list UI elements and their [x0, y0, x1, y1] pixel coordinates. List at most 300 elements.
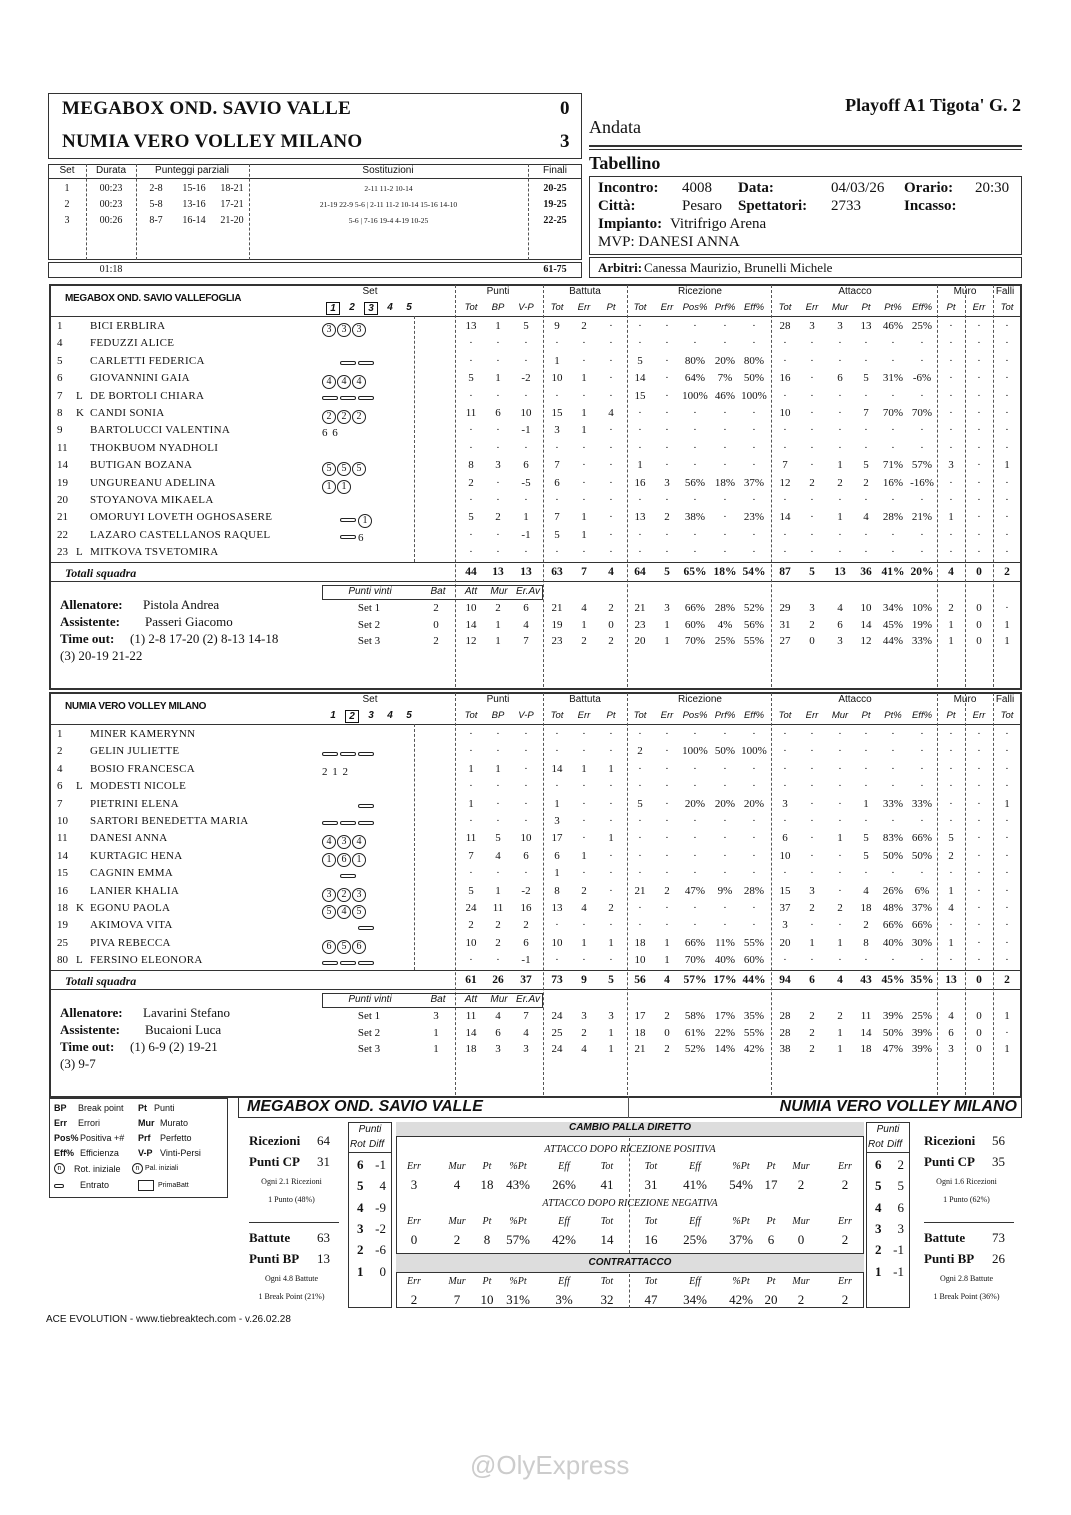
stat-cell: 26% [882, 884, 904, 897]
set-row-cell: 19 [551, 618, 563, 631]
stat-cell: 40% [714, 954, 736, 967]
player-name: GELIN JULIETTE [90, 745, 180, 758]
stat-cell: · [891, 954, 895, 967]
stat-cell: · [609, 745, 613, 758]
stat-value: 2 [797, 1292, 805, 1307]
set-row-cell: 0 [976, 602, 982, 614]
total-cell: 20% [910, 566, 934, 578]
player-name: LAZARO CASTELLANOS RAQUEL [90, 528, 271, 541]
stat-header: Err [838, 1161, 852, 1172]
rotation-circle-icon: 1 [322, 480, 336, 494]
stat-cell: · [638, 780, 642, 793]
rot-num: 2 [357, 1242, 364, 1258]
stat-cell: · [783, 424, 787, 437]
player-role: L [76, 954, 83, 967]
rotation-circle-icon: 4 [337, 905, 351, 919]
total-cell: 7 [581, 566, 587, 578]
stat-value: 41 [600, 1177, 614, 1192]
stat-cell: · [693, 815, 697, 827]
mur-header: Mur [490, 586, 508, 597]
stat-cell: · [752, 441, 756, 454]
stat-value: 43% [506, 1177, 530, 1192]
stat-cell: · [723, 546, 727, 559]
set-row-cell: 17% [714, 1010, 736, 1022]
stat-cell: 20% [684, 797, 706, 810]
team-name: NUMIA VERO VOLLEY MILANO [65, 701, 207, 712]
stat-cell: 15 [551, 407, 563, 419]
set-partial: 17-21 [220, 199, 244, 210]
stat-cell: 1 [581, 511, 587, 524]
stat-cell: · [496, 797, 500, 810]
stat-header: Pt [766, 1216, 776, 1227]
stat-cell: · [783, 728, 787, 740]
entered-icon [340, 396, 356, 400]
col-header: Mur [831, 710, 849, 721]
stat-cell: 11 [465, 407, 477, 419]
stat-cell: 1 [637, 459, 643, 472]
stat-header: Tot [644, 1161, 658, 1172]
set-row-cell: 1 [837, 1026, 843, 1039]
set-row-cell: 29 [779, 602, 791, 614]
mur-header: Mur [490, 994, 508, 1005]
stat-cell: · [582, 441, 586, 454]
timeout-values: (1) 2-8 17-20 (2) 8-13 14-18 [130, 631, 279, 646]
col-header: Tot [464, 302, 478, 313]
stat-cell: · [609, 954, 613, 967]
stat-value: 16 [644, 1232, 658, 1247]
stat-cell: 16 [779, 372, 791, 385]
stat-header: Pt [766, 1161, 776, 1172]
stat-cell: 2 [495, 511, 501, 524]
stat-cell: 11 [492, 902, 504, 914]
stat-cell: 7 [554, 459, 560, 472]
stat-cell: · [469, 424, 473, 437]
stat-cell: 3 [554, 424, 560, 437]
stat-cell: 1 [664, 936, 670, 949]
stat-cell: · [469, 528, 473, 541]
stat-cell: · [582, 476, 586, 489]
player-sets [322, 510, 373, 525]
col-header: Err [577, 302, 591, 313]
stat-cell: 5 [948, 832, 954, 845]
stat-cell: · [1005, 728, 1009, 740]
stat-cell: · [752, 459, 756, 472]
stat-cell: · [638, 849, 642, 862]
set-num: 3 [64, 215, 70, 226]
stat-cell: 10 [465, 936, 477, 949]
stat-cell: 18 [860, 902, 872, 914]
player-name: MITKOVA TSVETOMIRA [90, 546, 219, 559]
entered-icon [358, 926, 374, 930]
stat-cell: 48% [882, 902, 904, 914]
stat-cell: · [723, 441, 727, 454]
stat-cell: · [949, 815, 953, 827]
stat-cell: 21% [911, 511, 933, 524]
stat-cell: · [1005, 762, 1009, 775]
stat-cell: · [723, 919, 727, 932]
legend-key: V-P [138, 1148, 153, 1158]
ogni-ricezioni: Ogni 2.1 Ricezioni [261, 1177, 322, 1186]
total-cell: 44 [465, 566, 477, 578]
stat-cell: · [1005, 494, 1009, 506]
set-row-cell: 2 [664, 1010, 670, 1022]
set-row-cell: 52% [684, 1043, 706, 1055]
player-number: 5 [57, 354, 63, 367]
set-row-cell: 2 [809, 1026, 815, 1039]
stat-cell: · [638, 320, 642, 332]
rotation-circle-icon: 1 [358, 514, 372, 528]
stat-cell: · [891, 867, 895, 880]
rotation-circle-icon: 3 [322, 323, 336, 337]
stat-cell: 3 [554, 815, 560, 827]
rot-num: 5 [357, 1178, 364, 1194]
set-row-cell: 23 [634, 618, 646, 631]
stat-cell: -1 [521, 424, 531, 437]
col-header: Err [577, 710, 591, 721]
stat-cell: 50% [743, 372, 765, 385]
stat-cell: · [723, 832, 727, 845]
stat-cell: 1 [581, 849, 587, 862]
player-number: 21 [57, 511, 68, 524]
stat-cell: 55% [743, 936, 765, 949]
stat-cell: 1 [608, 762, 614, 775]
stat-cell: 2 [809, 476, 815, 489]
col-header: Pt% [884, 710, 902, 721]
stat-cell: 6 [554, 476, 560, 489]
total-cell: 4 [664, 974, 670, 986]
player-number: 7 [57, 389, 63, 402]
set-row-cell: 10 [860, 602, 872, 614]
stat-value: 57% [506, 1232, 530, 1247]
total-cell: 56 [634, 974, 646, 986]
stat-cell: · [555, 337, 559, 350]
stat-cell: · [783, 354, 787, 367]
stat-cell: · [783, 780, 787, 793]
ogni-battute: Ogni 4.8 Battute [264, 1274, 319, 1283]
stat-cell: 24 [465, 902, 477, 914]
stat-cell: 15 [634, 389, 646, 402]
stat-cell: 16 [520, 902, 532, 914]
totals-label: Totali squadra [65, 566, 137, 580]
stat-cell: · [638, 832, 642, 845]
set-row-cell: 7 [523, 1010, 529, 1022]
ricezioni-value: 64 [317, 1133, 330, 1148]
stat-cell: 25% [911, 320, 933, 332]
stat-cell: · [496, 424, 500, 437]
legend-key: Mur [138, 1118, 155, 1128]
stat-cell: · [920, 762, 924, 775]
stat-cell: · [783, 389, 787, 402]
stat-cell: 7 [863, 407, 869, 419]
stat-cell: · [810, 372, 814, 385]
set-number-3: 3 [364, 302, 378, 315]
stat-cell: 66% [882, 919, 904, 932]
stat-cell: · [810, 459, 814, 472]
stat-cell: 1 [581, 372, 587, 385]
incasso-label: Incasso: [904, 198, 957, 214]
stat-cell: · [469, 441, 473, 454]
totals-label: Totali squadra [65, 974, 137, 988]
stat-header: Pt [482, 1161, 492, 1172]
assistant-name: Passeri Giacomo [145, 614, 233, 629]
stat-cell: 2 [664, 511, 670, 524]
player-number: 9 [57, 424, 63, 437]
total-cell: 4 [948, 566, 954, 578]
stat-cell: 100% [682, 389, 708, 402]
assistant-name: Bucaioni Luca [145, 1022, 222, 1037]
stat-cell: · [693, 919, 697, 932]
col-muro-group: Muro [953, 286, 977, 297]
stat-cell: 10 [779, 407, 791, 419]
col-header: Tot [778, 302, 792, 313]
stat-cell: · [977, 902, 981, 914]
stat-cell: -2 [521, 884, 531, 897]
player-name: PIETRINI ELENA [90, 797, 179, 810]
set-row-cell: 24 [551, 1043, 563, 1055]
set-row-cell: 1 [433, 1043, 439, 1055]
stat-cell: 28 [779, 320, 791, 332]
rot-diff: 4 [379, 1178, 386, 1194]
ogni-battute: Ogni 2.8 Battute [939, 1274, 994, 1283]
rot-diff: 6 [897, 1199, 904, 1215]
stat-cell: · [864, 546, 868, 559]
stat-value: 3% [555, 1292, 573, 1307]
stat-cell: 13 [634, 511, 646, 524]
stat-cell: · [723, 528, 727, 541]
col-header: Pt% [884, 302, 902, 313]
stat-cell: · [582, 815, 586, 827]
player-name: DE BORTOLI CHIARA [90, 389, 205, 402]
stat-cell: 6 [837, 372, 843, 385]
rotation-circle-icon: 5 [352, 905, 366, 919]
stat-cell: 46% [714, 389, 736, 402]
stat-cell: · [469, 728, 473, 740]
stat-cell: · [609, 494, 613, 506]
entrato-icon [54, 1184, 64, 1188]
stat-cell: · [752, 902, 756, 914]
entered-icon [358, 961, 374, 965]
stat-cell: · [864, 494, 868, 506]
rotation-circle-icon: 6 [322, 940, 336, 954]
player-number: 7 [57, 797, 63, 810]
player-number: 1 [57, 728, 63, 740]
stat-cell: · [638, 546, 642, 559]
player-name: CANDI SONIA [90, 407, 165, 419]
total-cell: 36 [860, 566, 872, 578]
stat-cell: 20% [743, 797, 765, 810]
stat-cell: · [977, 511, 981, 524]
stat-cell: 13 [860, 320, 872, 332]
player-name: BOSIO FRANCESCA [90, 762, 196, 775]
set-row-cell: 55% [743, 1026, 765, 1039]
stat-cell: · [609, 476, 613, 489]
stat-cell: · [693, 728, 697, 740]
legend-key: Prf [138, 1133, 151, 1143]
stat-cell: · [638, 441, 642, 454]
stat-cell: · [977, 441, 981, 454]
player-sets [322, 319, 367, 334]
footer: ACE EVOLUTION - www.tiebreaktech.com - v.26.02.28 [46, 1314, 291, 1325]
rotation-circle-icon: 1 [322, 853, 336, 867]
set-row-cell: 3 [948, 1043, 954, 1055]
stat-cell: 2 [837, 476, 843, 489]
set-row-cell: 25% [714, 635, 736, 647]
legend-value: Break point [78, 1103, 124, 1113]
rotation-circle-icon: 2 [352, 410, 366, 424]
rotation-circle-icon: 2 [337, 888, 351, 902]
stat-cell: · [693, 528, 697, 541]
stat-cell: 3 [495, 459, 501, 472]
stat-cell: · [864, 528, 868, 541]
stat-cell: · [693, 867, 697, 880]
assistant-label: Assistente: [60, 1022, 120, 1037]
rot-diff: 3 [897, 1220, 904, 1236]
stat-cell: · [1005, 476, 1009, 489]
stat-cell: 7 [782, 459, 788, 472]
set-row-cell: 1 [495, 618, 501, 631]
stat-cell: · [723, 424, 727, 437]
stat-cell: · [949, 494, 953, 506]
col-punti-group: Punti [486, 694, 510, 705]
stat-cell: · [665, 424, 669, 437]
stat-value: 2 [841, 1177, 849, 1192]
set-row-cell: 55% [743, 635, 765, 647]
total-cell: 13 [945, 974, 957, 986]
set-row-cell: 1 [664, 635, 670, 647]
entered-icon [340, 535, 356, 539]
set-row-cell: 3 [664, 602, 670, 614]
stat-cell: · [891, 762, 895, 775]
stat-cell: · [609, 780, 613, 793]
stat-cell: 5 [863, 372, 869, 385]
stat-cell: 3 [782, 919, 788, 932]
set-entries: 6 6 [322, 427, 339, 440]
player-sets [322, 458, 367, 473]
stat-cell: · [949, 728, 953, 740]
stat-cell: · [752, 762, 756, 775]
col-header: V-P [518, 710, 534, 721]
set-row-cell: 0 [664, 1026, 670, 1039]
stat-cell: 80% [684, 354, 706, 367]
player-sets [322, 528, 364, 543]
separator [414, 316, 415, 562]
stat-cell: 8 [468, 459, 474, 472]
set-row-cell: 28 [779, 1010, 791, 1022]
total-cell: 17% [713, 974, 737, 986]
stat-cell: · [864, 762, 868, 775]
col-header: Tot [550, 302, 564, 313]
spettatori-label: Spettatori: [738, 198, 808, 214]
rot-diff: 5 [897, 1178, 904, 1194]
col-header: Pt [861, 710, 871, 721]
stat-cell: · [693, 546, 697, 559]
col-header: BP [491, 710, 505, 721]
stat-cell: 6% [914, 884, 930, 897]
stat-cell: · [1005, 528, 1009, 541]
entered-icon [340, 874, 356, 878]
player-number: 15 [57, 867, 68, 880]
stat-cell: · [838, 867, 842, 880]
set-row-cell: 1 [495, 635, 501, 647]
stat-cell: · [838, 546, 842, 559]
divider [348, 1152, 392, 1153]
stat-cell: · [469, 780, 473, 793]
stat-cell: 5 [495, 832, 501, 845]
stat-cell: · [582, 337, 586, 350]
stat-cell: 1 [554, 354, 560, 367]
col-header: Pos% [682, 710, 708, 721]
set-row-cell: 3 [433, 1010, 439, 1022]
stat-cell: · [783, 867, 787, 880]
stat-cell: · [496, 476, 500, 489]
player-number: 10 [57, 815, 68, 827]
stat-value: 42% [729, 1292, 753, 1307]
stat-cell: · [693, 320, 697, 332]
set-row-cell: 6 [837, 618, 843, 631]
stat-cell: 1 [581, 762, 587, 775]
set-row-label: Set 2 [357, 618, 381, 631]
stat-cell: · [891, 424, 895, 437]
player-number: 23 [57, 546, 68, 559]
stat-cell: 3 [809, 884, 815, 897]
stat-cell: · [1005, 919, 1009, 932]
player-sets [322, 762, 349, 777]
stat-cell: 66% [684, 936, 706, 949]
stat-cell: 37% [911, 902, 933, 914]
impianto-label: Impianto: [598, 216, 663, 232]
stat-cell: 2 [495, 936, 501, 949]
stat-header: %Pt [732, 1161, 750, 1172]
set-number-4: 4 [387, 710, 393, 721]
rotation-circle-icon: 5 [352, 462, 366, 476]
stat-cell: 50% [911, 849, 933, 862]
stat-cell: 14 [634, 372, 646, 385]
stat-cell: 11 [465, 832, 477, 845]
stat-cell: · [838, 797, 842, 810]
stat-cell: 1 [523, 511, 529, 524]
set-row-cell: 2 [809, 1043, 815, 1055]
stat-cell: · [920, 441, 924, 454]
battute-value: 73 [992, 1230, 1005, 1245]
stat-cell: · [665, 745, 669, 758]
stat-cell: · [693, 441, 697, 454]
set-row-cell: 1 [1004, 1043, 1010, 1055]
stat-cell: 37% [743, 476, 765, 489]
set-row-cell: 1 [664, 618, 670, 631]
player-sets [322, 953, 376, 968]
set-row-cell: 47% [882, 1043, 904, 1055]
set-row-cell: 14 [465, 618, 477, 631]
set-row-cell: 34% [882, 602, 904, 614]
erav-header: Er.Av [516, 994, 540, 1005]
legend-key: Pt [138, 1103, 147, 1113]
stat-cell: · [665, 354, 669, 367]
set-row-cell: 14 [465, 1026, 477, 1039]
set-row-cell: 4 [581, 602, 587, 614]
stat-cell: 2 [468, 919, 474, 932]
stat-cell: · [496, 389, 500, 402]
total-cell: 73 [551, 974, 563, 986]
col-header: Eff% [743, 710, 765, 721]
stat-cell: · [1005, 745, 1009, 758]
player-role: L [76, 389, 83, 402]
total-cell: 63 [551, 566, 563, 578]
stat-cell: · [949, 372, 953, 385]
stat-cell: · [469, 815, 473, 827]
set-row-cell: 0 [976, 1043, 982, 1055]
stat-cell: 3 [837, 320, 843, 332]
stat-cell: 1 [495, 884, 501, 897]
